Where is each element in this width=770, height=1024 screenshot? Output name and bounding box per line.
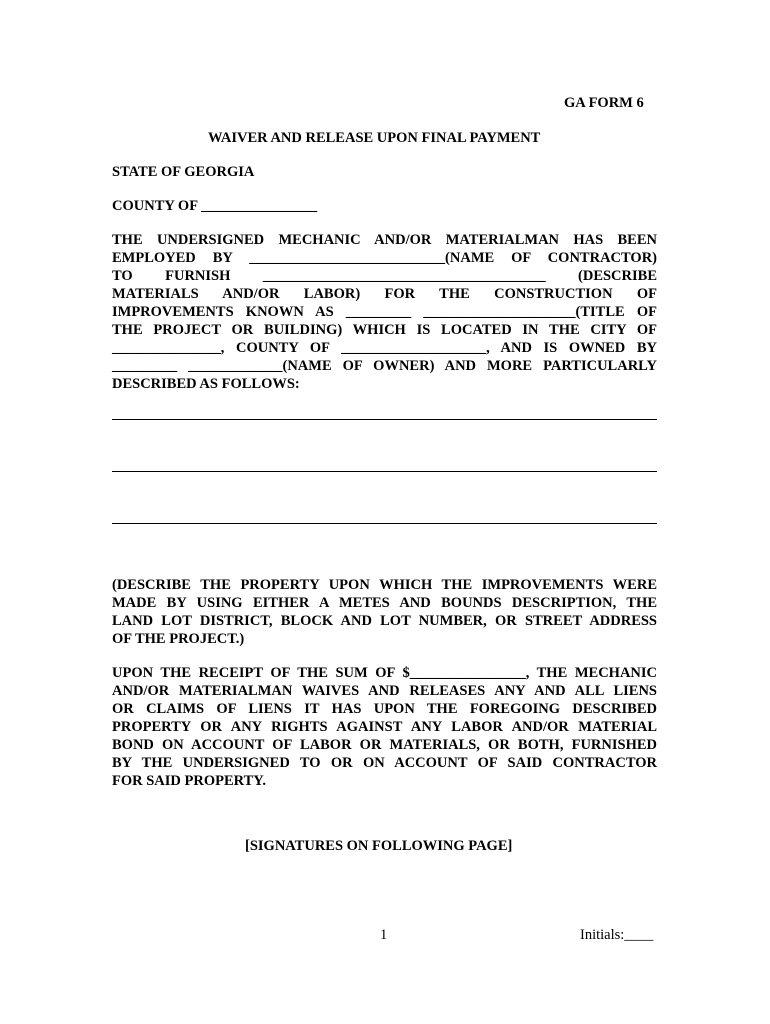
- note-line: OF THE PROJECT.): [112, 631, 245, 647]
- paragraph-line: DESCRIBED AS FOLLOWS:: [112, 376, 300, 392]
- paragraph-line: IMPROVEMENTS KNOWN AS _________ _____________________(TITLE OF: [112, 304, 657, 320]
- paragraph-line: UPON THE RECEIPT OF THE SUM OF $________________, THE MECHANIC: [112, 665, 657, 681]
- county-line: COUNTY OF ________________: [112, 198, 318, 214]
- paragraph-line: _________ _____________(NAME OF OWNER) AND MORE PARTICULARLY: [112, 358, 657, 374]
- state-line: STATE OF GEORGIA: [112, 164, 255, 180]
- paragraph-line: OR CLAIMS OF LIENS IT HAS UPON THE FOREGOING DESCRIBED: [112, 701, 657, 717]
- form-number: GA FORM 6: [564, 95, 644, 111]
- document-title: WAIVER AND RELEASE UPON FINAL PAYMENT: [208, 130, 541, 146]
- description-blank-line[interactable]: [112, 523, 657, 524]
- initials-field[interactable]: Initials:____: [580, 927, 654, 943]
- note-line: LAND LOT DISTRICT, BLOCK AND LOT NUMBER, OR STREET ADDRESS: [112, 613, 657, 629]
- paragraph-line: THE UNDERSIGNED MECHANIC AND/OR MATERIALMAN HAS BEEN: [112, 232, 657, 248]
- signatures-note: [SIGNATURES ON FOLLOWING PAGE]: [245, 838, 513, 854]
- paragraph-line: BY THE UNDERSIGNED TO OR ON ACCOUNT OF SAID CONTRACTOR: [112, 755, 657, 771]
- description-blank-line[interactable]: [112, 471, 657, 472]
- paragraph-line: TO FURNISH _______________________________________ (DESCRIBE: [112, 268, 657, 284]
- note-line: MADE BY USING EITHER A METES AND BOUNDS DESCRIPTION, THE: [112, 595, 657, 611]
- paragraph-line: PROPERTY OR ANY RIGHTS AGAINST ANY LABOR AND/OR MATERIAL: [112, 719, 657, 735]
- paragraph-line: AND/OR MATERIALMAN WAIVES AND RELEASES ANY AND ALL LIENS: [112, 683, 657, 699]
- paragraph-line: EMPLOYED BY ___________________________(NAME OF CONTRACTOR): [112, 250, 657, 266]
- description-blank-line[interactable]: [112, 419, 657, 420]
- paragraph-line: MATERIALS AND/OR LABOR) FOR THE CONSTRUCTION OF: [112, 286, 657, 302]
- paragraph-line: THE PROJECT OR BUILDING) WHICH IS LOCATED IN THE CITY OF: [112, 322, 657, 338]
- note-line: (DESCRIBE THE PROPERTY UPON WHICH THE IMPROVEMENTS WERE: [112, 577, 657, 593]
- page-number: 1: [380, 927, 388, 943]
- paragraph-line: BOND ON ACCOUNT OF LABOR OR MATERIALS, OR BOTH, FURNISHED: [112, 737, 657, 753]
- paragraph-line: _______________, COUNTY OF ____________________, AND IS OWNED BY: [112, 340, 657, 356]
- paragraph-line: FOR SAID PROPERTY.: [112, 773, 267, 789]
